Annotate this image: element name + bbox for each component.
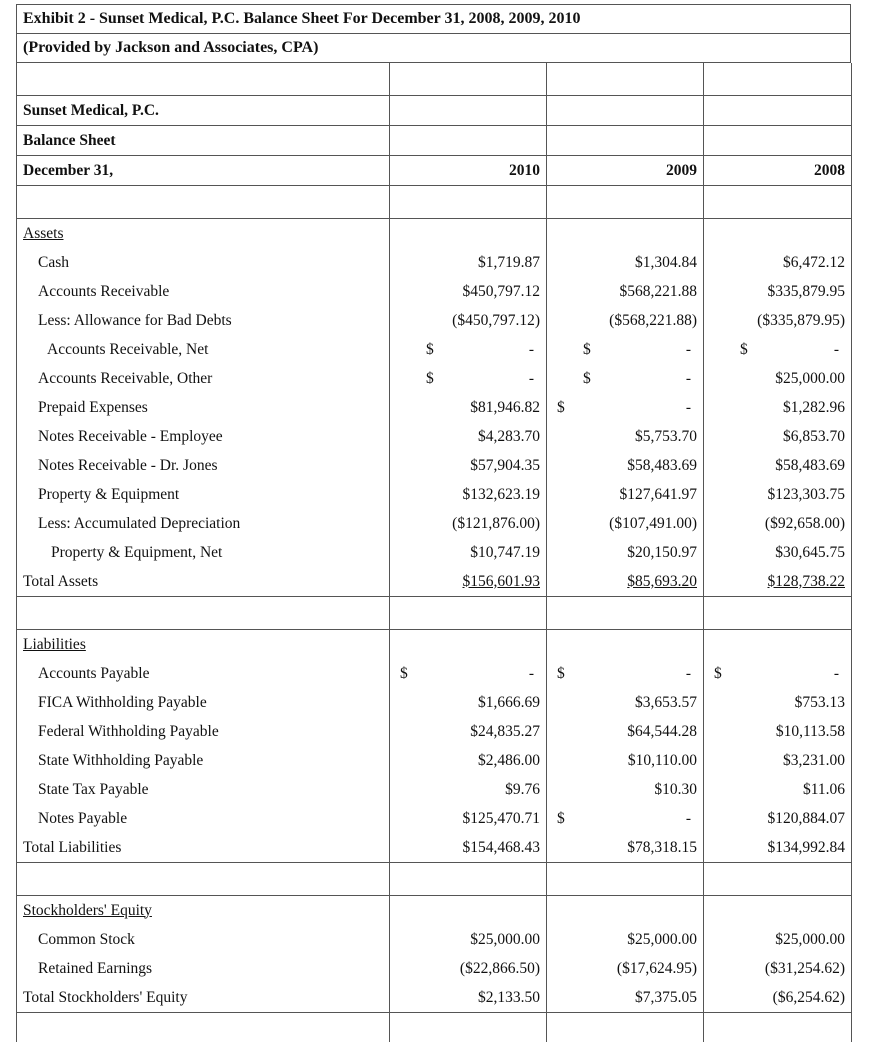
spacer-row — [17, 63, 852, 96]
total-equity-row — [17, 983, 852, 1013]
accounts-receivable-value: $335,879.95 — [704, 277, 852, 306]
equity-heading: Stockholders' Equity — [17, 896, 390, 926]
table-row — [17, 717, 852, 746]
federal-withholding-payable-value: $10,113.58 — [704, 717, 852, 746]
table-row — [17, 954, 852, 983]
less-allowance-for-bad-debts-label: Less: Allowance for Bad Debts — [17, 306, 390, 335]
federal-withholding-payable-value: $64,544.28 — [547, 717, 704, 746]
prepaid-expenses-value — [547, 393, 704, 422]
federal-withholding-payable-label: Federal Withholding Payable — [17, 717, 390, 746]
notes-receivable-dr-jones-value: $57,904.35 — [390, 451, 547, 480]
notes-payable-value — [547, 804, 704, 833]
currency-symbol: $ — [583, 341, 591, 359]
retained-earnings-value: ($17,624.95) — [547, 954, 704, 983]
fica-withholding-payable-value: $1,666.69 — [390, 688, 547, 717]
common-stock-value: $25,000.00 — [547, 925, 704, 954]
year-2008: 2008 — [704, 156, 852, 186]
less-accumulated-depreciation-value: ($92,658.00) — [704, 509, 852, 538]
spacer-row — [17, 863, 852, 896]
assets-rows — [17, 248, 852, 567]
accounts-receivable-net-value — [704, 335, 852, 364]
table-row — [17, 422, 852, 451]
property-equipment-net-value: $20,150.97 — [547, 538, 704, 567]
total-equity-2008: ($6,254.62) — [704, 983, 852, 1013]
common-stock-label: Common Stock — [17, 925, 390, 954]
currency-symbol: $ — [400, 665, 408, 683]
table-row — [17, 248, 852, 277]
year-2009: 2009 — [547, 156, 704, 186]
accounts-receivable-other-value — [547, 364, 704, 393]
table-row — [17, 538, 852, 567]
property-equipment-label: Property & Equipment — [17, 480, 390, 509]
total-liabilities-2008: $134,992.84 — [704, 833, 852, 863]
zero-dash: - — [834, 341, 839, 359]
notes-receivable-employee-label: Notes Receivable - Employee — [17, 422, 390, 451]
state-withholding-payable-value: $3,231.00 — [704, 746, 852, 775]
notes-receivable-dr-jones-label: Notes Receivable - Dr. Jones — [17, 451, 390, 480]
company-name: Sunset Medical, P.C. — [17, 96, 390, 126]
table-row — [17, 335, 852, 364]
notes-receivable-employee-value: $5,753.70 — [547, 422, 704, 451]
accounts-receivable-net-value — [390, 335, 547, 364]
less-accumulated-depreciation-label: Less: Accumulated Depreciation — [17, 509, 390, 538]
less-allowance-for-bad-debts-value: ($568,221.88) — [547, 306, 704, 335]
assets-heading: Assets — [17, 219, 390, 249]
property-equipment-value: $132,623.19 — [390, 480, 547, 509]
notes-payable-value: $125,470.71 — [390, 804, 547, 833]
currency-symbol: $ — [557, 399, 565, 417]
accounts-payable-value — [390, 659, 547, 688]
property-equipment-net-value: $30,645.75 — [704, 538, 852, 567]
common-stock-value: $25,000.00 — [390, 925, 547, 954]
assets-heading-row — [17, 219, 852, 249]
zero-dash: - — [529, 341, 534, 359]
zero-dash: - — [834, 665, 839, 683]
total-liabilities-2010: $154,468.43 — [390, 833, 547, 863]
state-tax-payable-value: $10.30 — [547, 775, 704, 804]
total-assets-label: Total Assets — [17, 567, 390, 597]
table-row — [17, 775, 852, 804]
less-accumulated-depreciation-value: ($121,876.00) — [390, 509, 547, 538]
spacer-row — [17, 597, 852, 630]
less-accumulated-depreciation-value: ($107,491.00) — [547, 509, 704, 538]
property-equipment-value: $123,303.75 — [704, 480, 852, 509]
property-equipment-net-label: Property & Equipment, Net — [17, 538, 390, 567]
cash-label: Cash — [17, 248, 390, 277]
currency-symbol: $ — [583, 370, 591, 388]
zero-dash: - — [529, 370, 534, 388]
cash-value: $1,719.87 — [390, 248, 547, 277]
total-equity-label: Total Stockholders' Equity — [17, 983, 390, 1013]
statement-row — [17, 126, 852, 156]
balance-sheet — [16, 4, 851, 1042]
statement-name: Balance Sheet — [17, 126, 390, 156]
state-tax-payable-value: $9.76 — [390, 775, 547, 804]
exhibit-title: Exhibit 2 - Sunset Medical, P.C. Balance Sheet For December 31, 2008, 2009, 2010 — [17, 5, 850, 34]
company-row — [17, 96, 852, 126]
less-allowance-for-bad-debts-value: ($450,797.12) — [390, 306, 547, 335]
prepaid-expenses-value: $81,946.82 — [390, 393, 547, 422]
fica-withholding-payable-value: $3,653.57 — [547, 688, 704, 717]
cash-value: $1,304.84 — [547, 248, 704, 277]
state-tax-payable-value: $11.06 — [704, 775, 852, 804]
total-liabilities-2009: $78,318.15 — [547, 833, 704, 863]
cash-value: $6,472.12 — [704, 248, 852, 277]
state-tax-payable-label: State Tax Payable — [17, 775, 390, 804]
property-equipment-net-value: $10,747.19 — [390, 538, 547, 567]
total-liabilities-row — [17, 833, 852, 863]
total-assets-2010: $156,601.93 — [463, 573, 541, 590]
accounts-payable-value — [704, 659, 852, 688]
total-liabilities-label: Total Liabilities — [17, 833, 390, 863]
table-row — [17, 306, 852, 335]
table-row — [17, 688, 852, 717]
retained-earnings-label: Retained Earnings — [17, 954, 390, 983]
currency-symbol: $ — [714, 665, 722, 683]
spacer-row — [17, 1013, 852, 1042]
accounts-receivable-other-value: $25,000.00 — [704, 364, 852, 393]
exhibit-subtitle: (Provided by Jackson and Associates, CPA) — [17, 34, 850, 63]
notes-receivable-employee-value: $4,283.70 — [390, 422, 547, 451]
fica-withholding-payable-label: FICA Withholding Payable — [17, 688, 390, 717]
exhibit-header — [16, 4, 851, 63]
table-row — [17, 804, 852, 833]
table-row — [17, 393, 852, 422]
table-row — [17, 746, 852, 775]
accounts-receivable-value: $450,797.12 — [390, 277, 547, 306]
currency-symbol: $ — [426, 341, 434, 359]
zero-dash: - — [686, 810, 691, 828]
fica-withholding-payable-value: $753.13 — [704, 688, 852, 717]
state-withholding-payable-value: $10,110.00 — [547, 746, 704, 775]
accounts-receivable-net-label: Accounts Receivable, Net — [17, 335, 390, 364]
retained-earnings-value: ($22,866.50) — [390, 954, 547, 983]
common-stock-value: $25,000.00 — [704, 925, 852, 954]
zero-dash: - — [686, 341, 691, 359]
total-equity-2010: $2,133.50 — [390, 983, 547, 1013]
notes-receivable-dr-jones-value: $58,483.69 — [704, 451, 852, 480]
date-label: December 31, — [17, 156, 390, 186]
currency-symbol: $ — [557, 810, 565, 828]
zero-dash: - — [686, 370, 691, 388]
year-header-row — [17, 156, 852, 186]
federal-withholding-payable-value: $24,835.27 — [390, 717, 547, 746]
liabilities-rows — [17, 659, 852, 833]
less-allowance-for-bad-debts-value: ($335,879.95) — [704, 306, 852, 335]
prepaid-expenses-label: Prepaid Expenses — [17, 393, 390, 422]
table-row — [17, 925, 852, 954]
spacer-row — [17, 186, 852, 219]
notes-payable-value: $120,884.07 — [704, 804, 852, 833]
total-equity-2009: $7,375.05 — [547, 983, 704, 1013]
currency-symbol: $ — [740, 341, 748, 359]
state-withholding-payable-value: $2,486.00 — [390, 746, 547, 775]
accounts-payable-value — [547, 659, 704, 688]
table-row — [17, 277, 852, 306]
accounts-payable-label: Accounts Payable — [17, 659, 390, 688]
year-2010: 2010 — [390, 156, 547, 186]
table-row — [17, 659, 852, 688]
prepaid-expenses-value: $1,282.96 — [704, 393, 852, 422]
table-row — [17, 364, 852, 393]
total-assets-2009: $85,693.20 — [627, 573, 697, 590]
accounts-receivable-value: $568,221.88 — [547, 277, 704, 306]
accounts-receivable-other-value — [390, 364, 547, 393]
zero-dash: - — [529, 665, 534, 683]
equity-rows — [17, 925, 852, 983]
notes-receivable-dr-jones-value: $58,483.69 — [547, 451, 704, 480]
accounts-receivable-net-value — [547, 335, 704, 364]
balance-table — [16, 63, 852, 1042]
notes-receivable-employee-value: $6,853.70 — [704, 422, 852, 451]
currency-symbol: $ — [557, 665, 565, 683]
notes-payable-label: Notes Payable — [17, 804, 390, 833]
property-equipment-value: $127,641.97 — [547, 480, 704, 509]
retained-earnings-value: ($31,254.62) — [704, 954, 852, 983]
currency-symbol: $ — [426, 370, 434, 388]
state-withholding-payable-label: State Withholding Payable — [17, 746, 390, 775]
liabilities-heading-row — [17, 630, 852, 660]
total-assets-2008: $128,738.22 — [768, 573, 846, 590]
liabilities-heading: Liabilities — [17, 630, 390, 660]
zero-dash: - — [686, 399, 691, 417]
total-assets-row — [17, 567, 852, 597]
table-row — [17, 451, 852, 480]
zero-dash: - — [686, 665, 691, 683]
equity-heading-row — [17, 896, 852, 926]
table-row — [17, 509, 852, 538]
accounts-receivable-label: Accounts Receivable — [17, 277, 390, 306]
accounts-receivable-other-label: Accounts Receivable, Other — [17, 364, 390, 393]
table-row — [17, 480, 852, 509]
